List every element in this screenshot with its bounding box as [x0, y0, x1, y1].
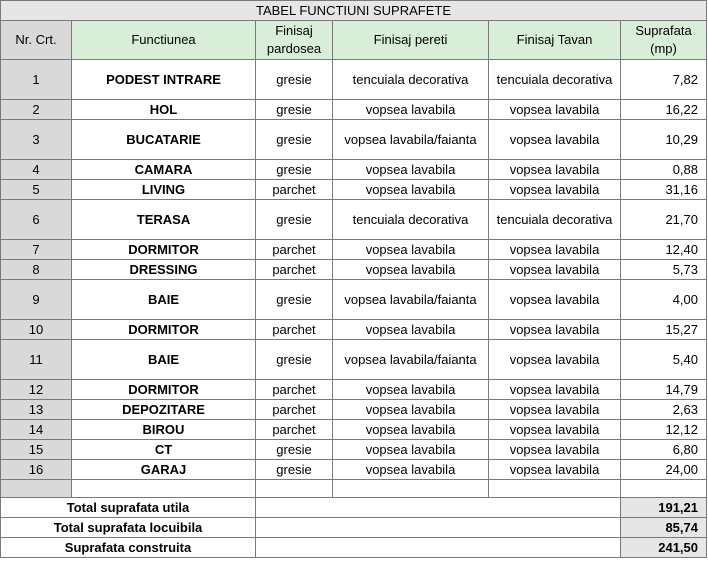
cell-tavan: tencuiala decorativa [489, 200, 621, 240]
cell-nr: 3 [1, 120, 72, 160]
table-row [1, 380, 707, 400]
cell-pardosea: parchet [256, 400, 333, 420]
cell-functiune: BUCATARIE [72, 120, 256, 160]
cell-functiune: DRESSING [72, 260, 256, 280]
cell-pereti: vopsea lavabila [333, 320, 489, 340]
cell-functiune: DORMITOR [72, 240, 256, 260]
header-tavan: Finisaj Tavan [489, 21, 621, 60]
cell-pardosea: parchet [256, 420, 333, 440]
empty-cell [1, 480, 72, 498]
table-row [1, 160, 707, 180]
cell-functiune: HOL [72, 100, 256, 120]
cell-pardosea: gresie [256, 440, 333, 460]
cell-tavan: vopsea lavabila [489, 100, 621, 120]
cell-tavan: vopsea lavabila [489, 160, 621, 180]
spacer-row [1, 480, 707, 498]
table-row [1, 100, 707, 120]
cell-pereti: vopsea lavabila/faianta [333, 340, 489, 380]
cell-pereti: vopsea lavabila/faianta [333, 120, 489, 160]
cell-nr: 8 [1, 260, 72, 280]
cell-pardosea: gresie [256, 100, 333, 120]
cell-functiune: DORMITOR [72, 380, 256, 400]
header-pereti: Finisaj pereti [333, 21, 489, 60]
cell-suprafata: 21,70 [621, 200, 707, 240]
cell-functiune: TERASA [72, 200, 256, 240]
cell-pardosea: gresie [256, 160, 333, 180]
table-row [1, 400, 707, 420]
total-value: 85,74 [621, 518, 707, 538]
empty-cell [489, 480, 621, 498]
table-row [1, 120, 707, 160]
cell-pardosea: gresie [256, 60, 333, 100]
total-empty-cell [256, 518, 621, 538]
cell-functiune: PODEST INTRARE [72, 60, 256, 100]
cell-tavan: vopsea lavabila [489, 280, 621, 320]
cell-pardosea: parchet [256, 320, 333, 340]
cell-nr: 13 [1, 400, 72, 420]
cell-functiune: CT [72, 440, 256, 460]
total-value: 191,21 [621, 498, 707, 518]
cell-functiune: DEPOZITARE [72, 400, 256, 420]
table-row [1, 260, 707, 280]
cell-suprafata: 7,82 [621, 60, 707, 100]
cell-tavan: vopsea lavabila [489, 240, 621, 260]
cell-suprafata: 14,79 [621, 380, 707, 400]
table-row [1, 440, 707, 460]
cell-functiune: DORMITOR [72, 320, 256, 340]
header-nr: Nr. Crt. [1, 21, 72, 60]
cell-functiune: BIROU [72, 420, 256, 440]
cell-tavan: vopsea lavabila [489, 420, 621, 440]
table-row [1, 240, 707, 260]
cell-nr: 14 [1, 420, 72, 440]
header-pardosea: Finisaj pardosea [256, 21, 333, 60]
cell-suprafata: 0,88 [621, 160, 707, 180]
table-row [1, 200, 707, 240]
cell-pereti: vopsea lavabila [333, 400, 489, 420]
cell-suprafata: 10,29 [621, 120, 707, 160]
table-row [1, 180, 707, 200]
cell-nr: 7 [1, 240, 72, 260]
header-suprafata: Suprafata (mp) [621, 21, 707, 60]
cell-tavan: vopsea lavabila [489, 400, 621, 420]
cell-suprafata: 5,73 [621, 260, 707, 280]
cell-pardosea: parchet [256, 240, 333, 260]
cell-functiune: GARAJ [72, 460, 256, 480]
table-row [1, 280, 707, 320]
empty-cell [621, 480, 707, 498]
table-row [1, 320, 707, 340]
total-label: Total suprafata utila [1, 498, 256, 518]
total-empty-cell [256, 538, 621, 558]
cell-tavan: vopsea lavabila [489, 340, 621, 380]
empty-cell [72, 480, 256, 498]
cell-nr: 1 [1, 60, 72, 100]
cell-pereti: vopsea lavabila/faianta [333, 280, 489, 320]
cell-pereti: vopsea lavabila [333, 100, 489, 120]
cell-nr: 5 [1, 180, 72, 200]
total-label: Suprafata construita [1, 538, 256, 558]
cell-suprafata: 24,00 [621, 460, 707, 480]
cell-tavan: vopsea lavabila [489, 440, 621, 460]
cell-pardosea: parchet [256, 180, 333, 200]
cell-suprafata: 6,80 [621, 440, 707, 460]
cell-suprafata: 16,22 [621, 100, 707, 120]
cell-pereti: vopsea lavabila [333, 260, 489, 280]
cell-pereti: vopsea lavabila [333, 380, 489, 400]
cell-suprafata: 4,00 [621, 280, 707, 320]
cell-functiune: BAIE [72, 340, 256, 380]
cell-pardosea: gresie [256, 340, 333, 380]
table-row [1, 340, 707, 380]
total-empty-cell [256, 498, 621, 518]
cell-pardosea: gresie [256, 280, 333, 320]
cell-pereti: tencuiala decorativa [333, 200, 489, 240]
table-row [1, 460, 707, 480]
cell-pereti: tencuiala decorativa [333, 60, 489, 100]
cell-nr: 4 [1, 160, 72, 180]
cell-tavan: vopsea lavabila [489, 180, 621, 200]
cell-pardosea: gresie [256, 120, 333, 160]
cell-suprafata: 15,27 [621, 320, 707, 340]
cell-suprafata: 12,12 [621, 420, 707, 440]
total-row [1, 498, 707, 518]
cell-nr: 10 [1, 320, 72, 340]
cell-nr: 15 [1, 440, 72, 460]
cell-pereti: vopsea lavabila [333, 420, 489, 440]
cell-pereti: vopsea lavabila [333, 460, 489, 480]
cell-pardosea: gresie [256, 460, 333, 480]
cell-pereti: vopsea lavabila [333, 160, 489, 180]
cell-tavan: tencuiala decorativa [489, 60, 621, 100]
table-row [1, 420, 707, 440]
cell-nr: 11 [1, 340, 72, 380]
cell-nr: 9 [1, 280, 72, 320]
table-title: TABEL FUNCTIUNI SUPRAFETE [1, 1, 707, 21]
cell-functiune: CAMARA [72, 160, 256, 180]
cell-pardosea: parchet [256, 380, 333, 400]
cell-tavan: vopsea lavabila [489, 320, 621, 340]
total-value: 241,50 [621, 538, 707, 558]
cell-pereti: vopsea lavabila [333, 440, 489, 460]
cell-nr: 12 [1, 380, 72, 400]
empty-cell [333, 480, 489, 498]
cell-tavan: vopsea lavabila [489, 460, 621, 480]
total-label: Total suprafata locuibila [1, 518, 256, 538]
cell-nr: 6 [1, 200, 72, 240]
table-row [1, 60, 707, 100]
empty-cell [256, 480, 333, 498]
cell-pardosea: gresie [256, 200, 333, 240]
total-row [1, 538, 707, 558]
cell-suprafata: 2,63 [621, 400, 707, 420]
cell-functiune: LIVING [72, 180, 256, 200]
cell-tavan: vopsea lavabila [489, 380, 621, 400]
cell-suprafata: 12,40 [621, 240, 707, 260]
cell-pereti: vopsea lavabila [333, 180, 489, 200]
cell-tavan: vopsea lavabila [489, 120, 621, 160]
header-functiune: Functiunea [72, 21, 256, 60]
cell-suprafata: 31,16 [621, 180, 707, 200]
cell-suprafata: 5,40 [621, 340, 707, 380]
total-row [1, 518, 707, 538]
cell-functiune: BAIE [72, 280, 256, 320]
cell-pereti: vopsea lavabila [333, 240, 489, 260]
cell-pardosea: parchet [256, 260, 333, 280]
cell-tavan: vopsea lavabila [489, 260, 621, 280]
cell-nr: 2 [1, 100, 72, 120]
cell-nr: 16 [1, 460, 72, 480]
